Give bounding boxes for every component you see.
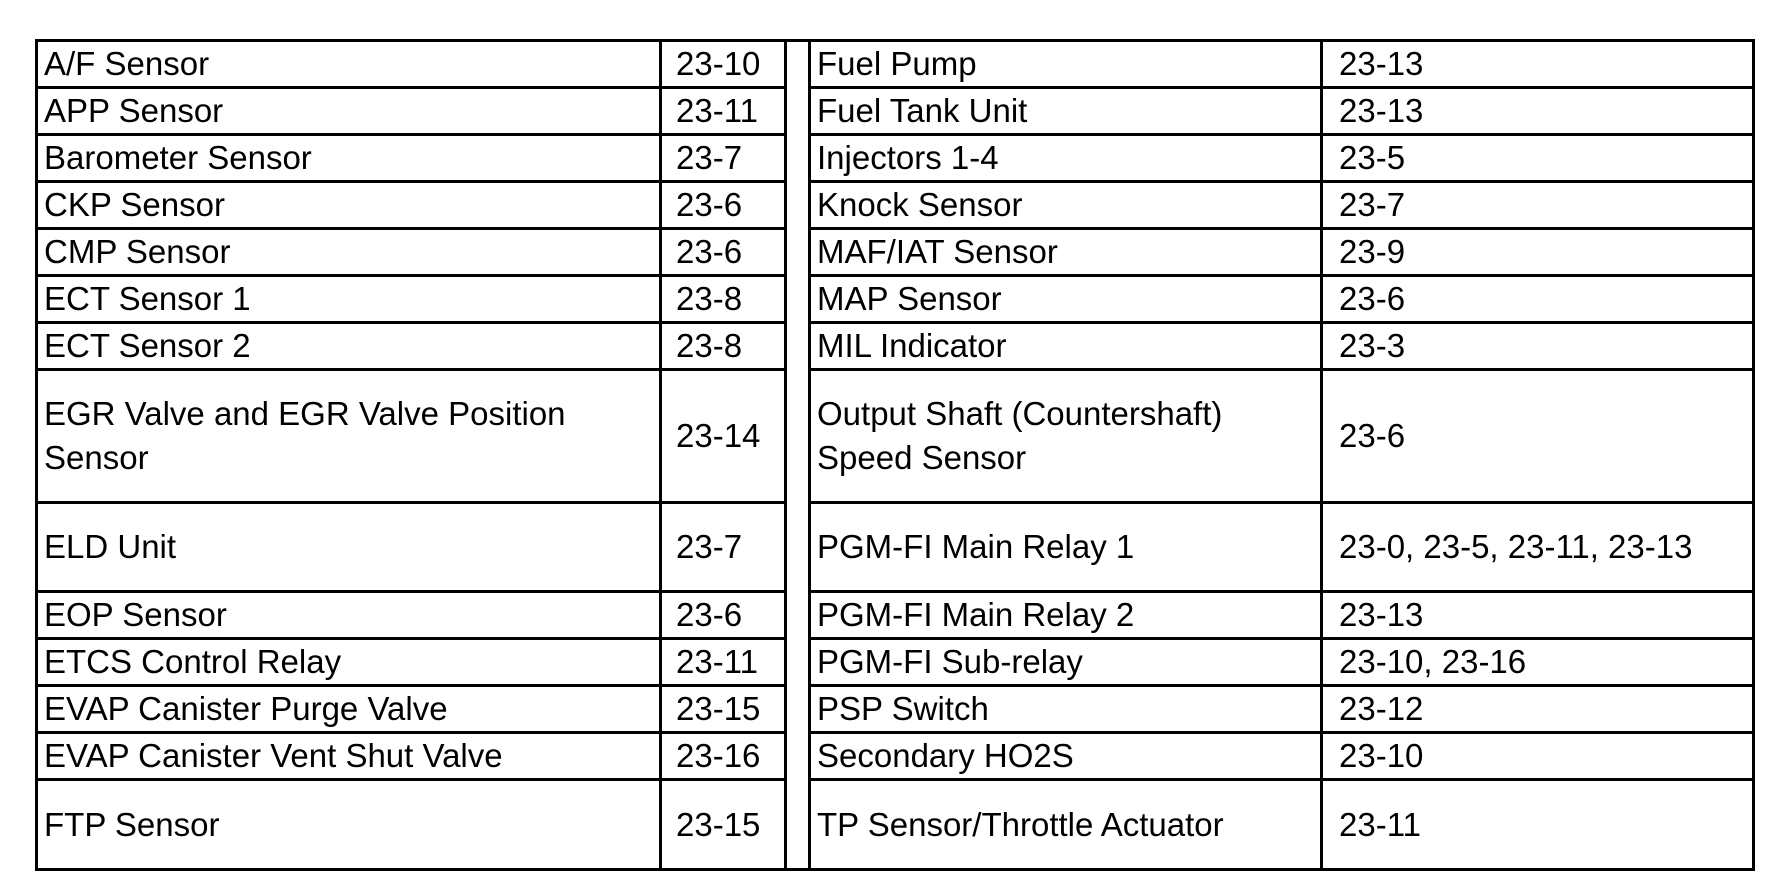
right-component-name: Output Shaft (Countershaft) Speed Sensor: [810, 370, 1322, 503]
left-component-name: CKP Sensor: [37, 182, 661, 229]
table-row: [37, 503, 1754, 592]
left-component-name: ECT Sensor 2: [37, 323, 661, 370]
right-component-name: Fuel Pump: [810, 41, 1322, 88]
left-component-name: EVAP Canister Purge Valve: [37, 686, 661, 733]
right-component-name: Injectors 1-4: [810, 135, 1322, 182]
right-component-name: PGM-FI Main Relay 1: [810, 503, 1322, 592]
right-page-ref: 23-10, 23-16: [1322, 639, 1754, 686]
table-row: [37, 88, 1754, 135]
left-page-ref: 23-6: [661, 182, 786, 229]
left-page-ref: 23-8: [661, 323, 786, 370]
left-page-ref: 23-8: [661, 276, 786, 323]
right-page-ref: 23-13: [1322, 41, 1754, 88]
right-component-name: PGM-FI Sub-relay: [810, 639, 1322, 686]
table-row: [37, 229, 1754, 276]
right-component-name: Secondary HO2S: [810, 733, 1322, 780]
left-page-ref: 23-10: [661, 41, 786, 88]
table-row: [37, 370, 1754, 503]
left-page-ref: 23-11: [661, 88, 786, 135]
left-page-ref: 23-7: [661, 135, 786, 182]
left-component-name: CMP Sensor: [37, 229, 661, 276]
left-component-name: EOP Sensor: [37, 592, 661, 639]
left-page-ref: 23-11: [661, 639, 786, 686]
right-page-ref: 23-11: [1322, 780, 1754, 870]
right-page-ref: 23-3: [1322, 323, 1754, 370]
left-page-ref: 23-15: [661, 686, 786, 733]
left-component-name: A/F Sensor: [37, 41, 661, 88]
table-row: [37, 41, 1754, 88]
left-component-name: ETCS Control Relay: [37, 639, 661, 686]
left-page-ref: 23-6: [661, 229, 786, 276]
left-component-name: Barometer Sensor: [37, 135, 661, 182]
table-row: [37, 686, 1754, 733]
table-row: [37, 323, 1754, 370]
right-component-name: MAF/IAT Sensor: [810, 229, 1322, 276]
table-row: [37, 135, 1754, 182]
column-divider: [786, 41, 810, 870]
table-row: [37, 276, 1754, 323]
left-component-name: ELD Unit: [37, 503, 661, 592]
table-row: [37, 780, 1754, 870]
component-index-table: [35, 39, 1755, 871]
right-page-ref: 23-6: [1322, 276, 1754, 323]
right-page-ref: 23-10: [1322, 733, 1754, 780]
table-row: [37, 182, 1754, 229]
right-component-name: PSP Switch: [810, 686, 1322, 733]
left-page-ref: 23-7: [661, 503, 786, 592]
right-page-ref: 23-6: [1322, 370, 1754, 503]
right-component-name: Knock Sensor: [810, 182, 1322, 229]
left-component-name: FTP Sensor: [37, 780, 661, 870]
right-component-name: PGM-FI Main Relay 2: [810, 592, 1322, 639]
right-page-ref: 23-12: [1322, 686, 1754, 733]
left-component-name: ECT Sensor 1: [37, 276, 661, 323]
right-page-ref: 23-7: [1322, 182, 1754, 229]
right-page-ref: 23-9: [1322, 229, 1754, 276]
left-page-ref: 23-14: [661, 370, 786, 503]
right-page-ref: 23-5: [1322, 135, 1754, 182]
right-page-ref: 23-0, 23-5, 23-11, 23-13: [1322, 503, 1754, 592]
left-page-ref: 23-6: [661, 592, 786, 639]
left-component-name: EVAP Canister Vent Shut Valve: [37, 733, 661, 780]
right-component-name: MAP Sensor: [810, 276, 1322, 323]
table-row: [37, 592, 1754, 639]
right-component-name: MIL Indicator: [810, 323, 1322, 370]
right-page-ref: 23-13: [1322, 592, 1754, 639]
left-component-name: EGR Valve and EGR Valve Position Sensor: [37, 370, 661, 503]
left-page-ref: 23-15: [661, 780, 786, 870]
table-row: [37, 733, 1754, 780]
left-page-ref: 23-16: [661, 733, 786, 780]
left-component-name: APP Sensor: [37, 88, 661, 135]
right-component-name: TP Sensor/Throttle Actuator: [810, 780, 1322, 870]
table-row: [37, 639, 1754, 686]
right-component-name: Fuel Tank Unit: [810, 88, 1322, 135]
right-page-ref: 23-13: [1322, 88, 1754, 135]
